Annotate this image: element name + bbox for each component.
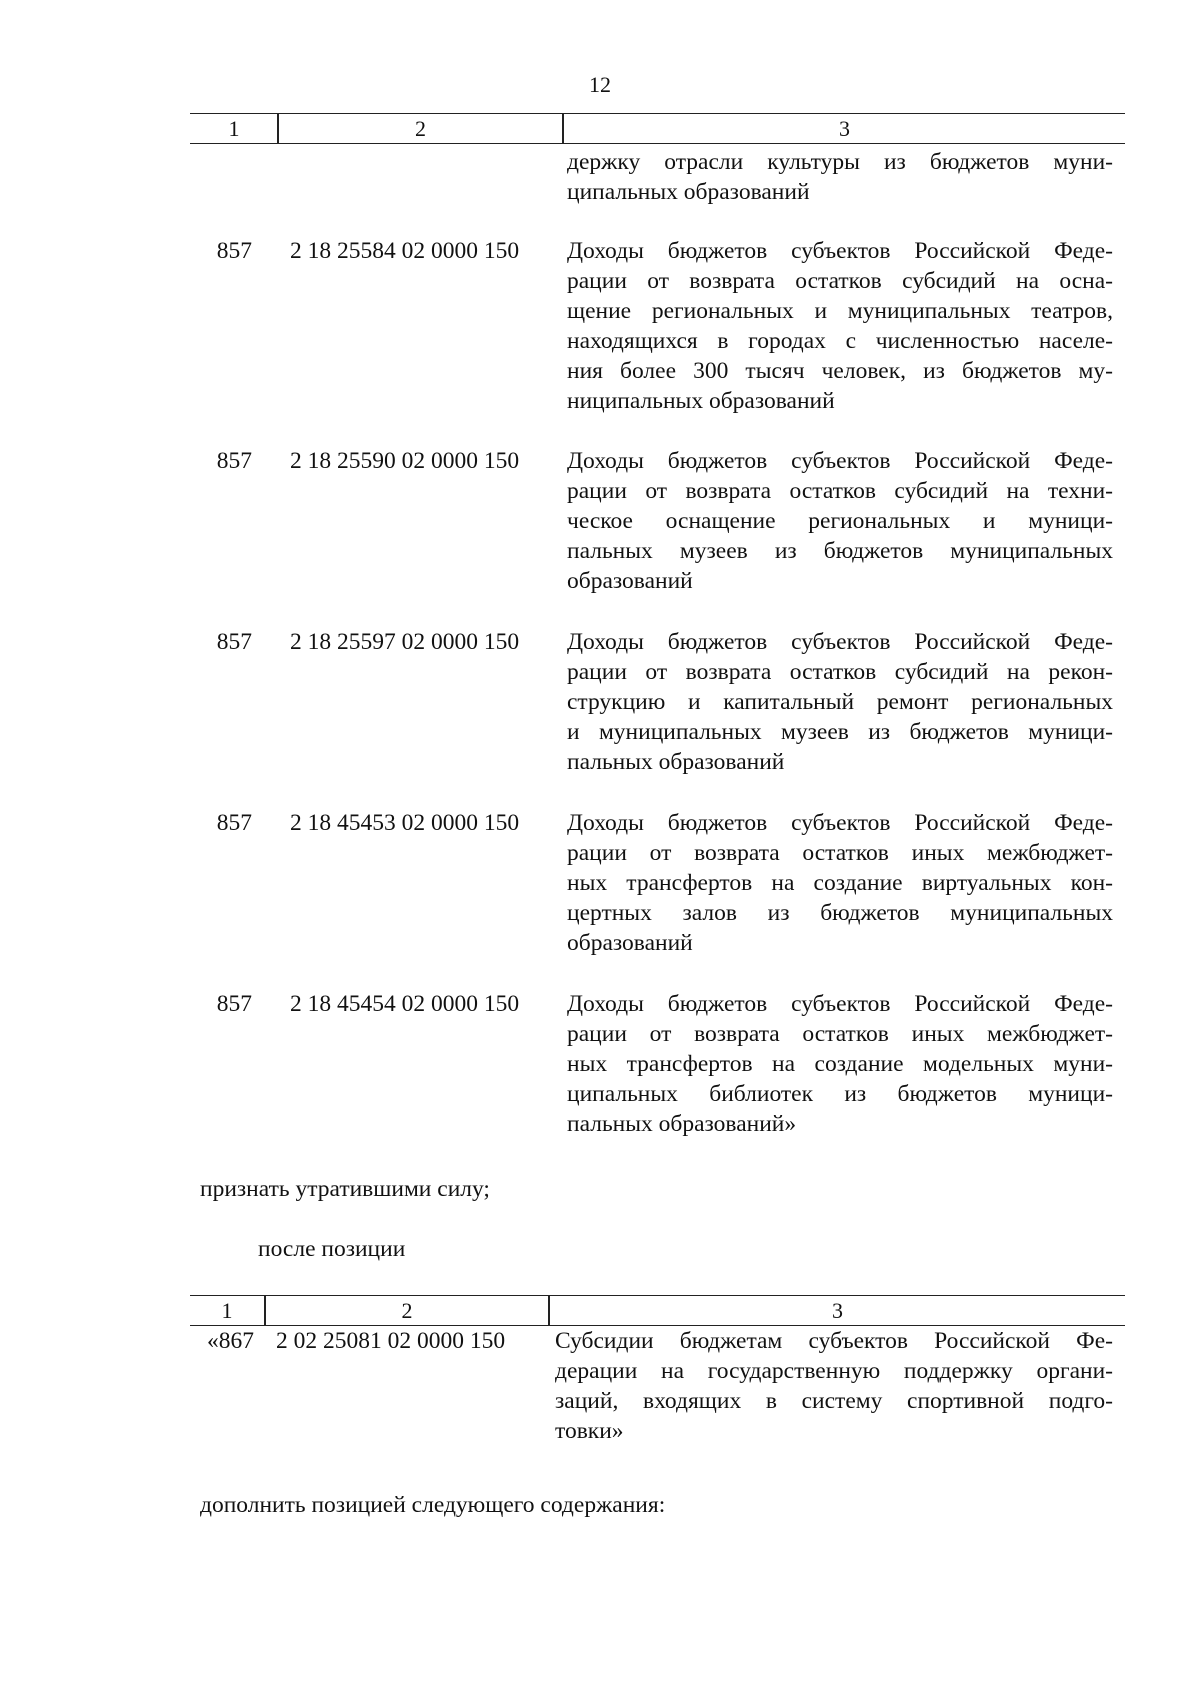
text-line: товки» [555,1418,624,1444]
row-code: 857 [216,629,252,655]
text-line: ниципальных образований [567,388,835,414]
table1-header-col2: 2 [415,116,426,141]
table1-header-col3: 3 [839,116,850,141]
text-line: рации от возврата остатков субсидий на техни- [567,478,1113,504]
text-line: Доходы бюджетов субъектов Российской Феде- [567,810,1113,836]
text-line: ных трансфертов на создание модельных муни- [567,1051,1113,1077]
text-line: ципальных образований [567,179,810,205]
text-line: ципальных библиотек из бюджетов муници- [567,1081,1113,1107]
text-line: держку отрасли культуры из бюджетов муни- [567,149,1113,175]
text-line: заций, входящих в систему спортивной подго- [555,1388,1113,1414]
text-line: находящихся в городах с численностью населе- [567,328,1113,354]
text-line: ния более 300 тысяч человек, из бюджетов му- [567,358,1113,384]
row-code: 857 [216,238,252,264]
paragraph-invalidate: признать утратившими силу; [200,1176,490,1202]
row-classifier: 2 18 25590 02 0000 150 [290,448,520,474]
paragraph-supplement: дополнить позицией следующего содержания: [200,1492,666,1518]
text-line: Доходы бюджетов субъектов Российской Феде- [567,238,1113,264]
text-line: пальных образований [567,749,785,775]
text-line: струкцию и капитальный ремонт региональных [567,689,1113,715]
text-line: пальных музеев из бюджетов муниципальных [567,538,1113,564]
paragraph-after-position: после позиции [258,1236,406,1262]
table1-header-col1: 1 [228,116,240,141]
text-line: Доходы бюджетов субъектов Российской Феде- [567,448,1113,474]
text-line: образований [567,568,693,594]
table2-header [190,1295,1125,1326]
row-classifier: 2 18 45454 02 0000 150 [290,991,520,1017]
row-code: 857 [216,810,252,836]
table2-header-col3: 3 [832,1298,843,1323]
text-line: образований [567,930,693,956]
text-line: ческое оснащение региональных и муници- [567,508,1113,534]
text-line: Субсидии бюджетам субъектов Российской Фе- [555,1328,1113,1354]
row-classifier: 2 02 25081 02 0000 150 [276,1328,506,1354]
table1-header [190,113,1125,144]
row-code: 857 [216,991,252,1017]
text-line: рации от возврата остатков субсидий на рекон- [567,659,1113,685]
text-line: щение региональных и муниципальных театров, [567,298,1113,324]
table2-header-col1: 1 [221,1298,233,1323]
row-classifier: 2 18 25584 02 0000 150 [290,238,520,264]
text-line: ных трансфертов на создание виртуальных кон- [567,870,1113,896]
table2-header-col2: 2 [401,1298,413,1323]
text-line: и муниципальных музеев из бюджетов муници- [567,719,1113,745]
text-line: рации от возврата остатков иных межбюджет- [567,840,1113,866]
text-line: Доходы бюджетов субъектов Российской Феде- [567,629,1113,655]
row-classifier: 2 18 25597 02 0000 150 [290,629,520,655]
row-code: «867 [207,1328,254,1354]
text-line: дерации на государственную поддержку органи- [555,1358,1113,1384]
text-line: Доходы бюджетов субъектов Российской Феде- [567,991,1113,1017]
text-line: цертных залов из бюджетов муниципальных [567,900,1113,926]
row-code: 857 [216,448,252,474]
text-line: рации от возврата остатков субсидий на осна- [567,268,1113,294]
row-classifier: 2 18 45453 02 0000 150 [290,810,520,836]
page-number: 12 [589,72,611,97]
text-line: рации от возврата остатков иных межбюджет- [567,1021,1113,1047]
text-line: пальных образований» [567,1111,797,1137]
